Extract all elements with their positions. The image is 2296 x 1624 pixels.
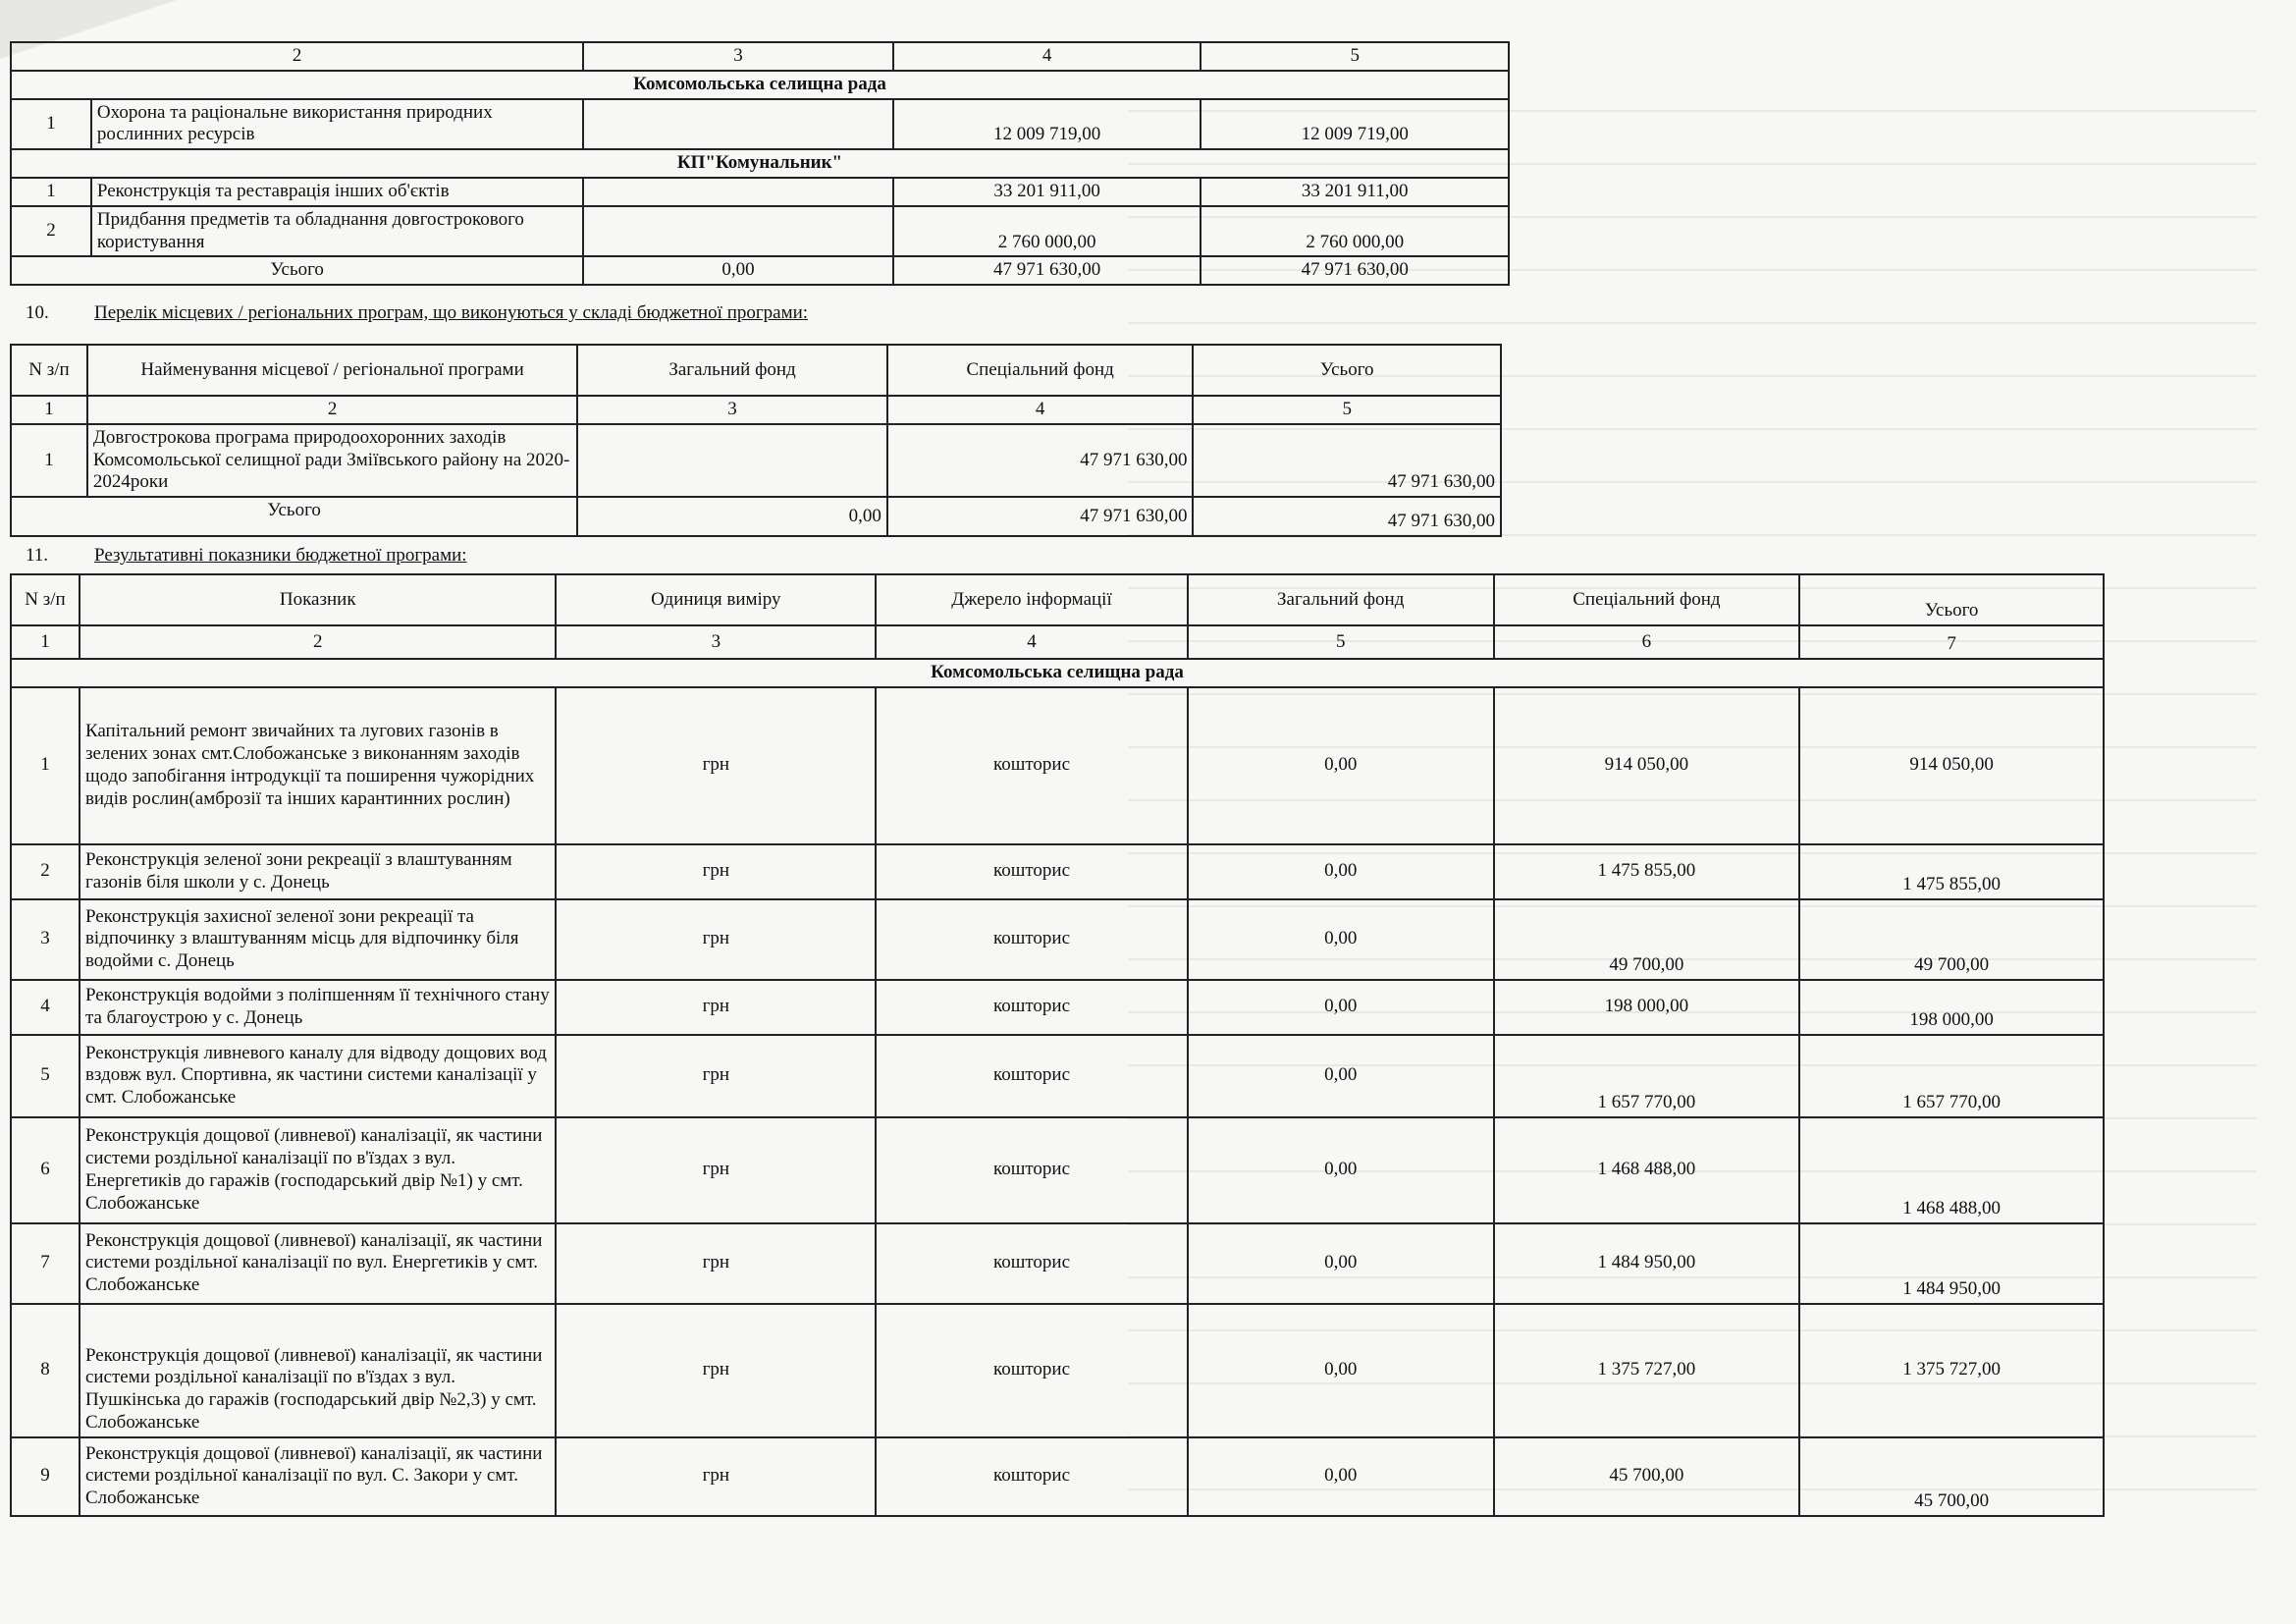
table-row: [11, 424, 1501, 497]
section-title: Перелік місцевих / регіональних програм, що виконуються у складі бюджетної програми:: [94, 302, 809, 323]
row-number: 1: [11, 687, 80, 844]
table-row: [11, 899, 2104, 980]
row-number: 1: [11, 99, 91, 150]
row-value: 47 971 630,00: [887, 424, 1194, 497]
row-value: [577, 424, 887, 497]
row-total: 1 475 855,00: [1799, 844, 2104, 899]
row-value: [583, 178, 893, 206]
row-value: 2 760 000,00: [893, 206, 1201, 257]
row-general: 0,00: [1188, 844, 1494, 899]
row-special: 914 050,00: [1494, 687, 1800, 844]
row-source: кошторис: [876, 687, 1188, 844]
row-total: 1 657 770,00: [1799, 1035, 2104, 1117]
row-source: кошторис: [876, 899, 1188, 980]
row-value: 2 760 000,00: [1201, 206, 1509, 257]
table-row: [11, 1437, 2104, 1516]
header-cell: Спеціальний фонд: [1494, 574, 1800, 625]
header-cell: 2: [11, 42, 583, 71]
header-cell: Спеціальний фонд: [887, 345, 1194, 396]
row-number: 8: [11, 1304, 80, 1437]
row-unit: грн: [556, 899, 876, 980]
row-total: 1 375 727,00: [1799, 1304, 2104, 1437]
row-number: 1: [11, 424, 87, 497]
row-general: 0,00: [1188, 980, 1494, 1035]
index-cell: 4: [887, 396, 1194, 424]
row-value: [583, 99, 893, 150]
header-cell: 5: [1201, 42, 1509, 71]
row-unit: грн: [556, 980, 876, 1035]
table-row: [11, 1035, 2104, 1117]
row-name: Охорона та раціональне використання природних рослинних ресурсів: [91, 99, 583, 150]
index-cell: 4: [876, 625, 1188, 659]
row-special: 1 475 855,00: [1494, 844, 1800, 899]
row-special: 49 700,00: [1494, 899, 1800, 980]
row-special: 1 657 770,00: [1494, 1035, 1800, 1117]
index-cell: 5: [1193, 396, 1501, 424]
row-source: кошторис: [876, 1117, 1188, 1223]
total-value: 47 971 630,00: [1201, 256, 1509, 285]
row-number: 6: [11, 1117, 80, 1223]
total-value: 0,00: [577, 497, 887, 536]
header-cell: N з/п: [11, 345, 87, 396]
row-unit: грн: [556, 1304, 876, 1437]
row-source: кошторис: [876, 844, 1188, 899]
row-total: 45 700,00: [1799, 1437, 2104, 1516]
total-value: 0,00: [583, 256, 893, 285]
total-value: 47 971 630,00: [1193, 497, 1501, 536]
group-row: [11, 71, 1509, 99]
row-special: 1 484 950,00: [1494, 1223, 1800, 1304]
header-cell: Усього: [1799, 574, 2104, 625]
row-general: 0,00: [1188, 1437, 1494, 1516]
index-cell: 6: [1494, 625, 1800, 659]
row-total: 1 484 950,00: [1799, 1223, 2104, 1304]
total-value: 47 971 630,00: [893, 256, 1201, 285]
row-total: 1 468 488,00: [1799, 1117, 2104, 1223]
total-row: [11, 497, 1501, 536]
row-total: 914 050,00: [1799, 687, 2104, 844]
row-special: 1 375 727,00: [1494, 1304, 1800, 1437]
group-title: КП"Комунальник": [11, 149, 1509, 178]
header-cell: N з/п: [11, 574, 80, 625]
header-cell: Джерело інформації: [876, 574, 1188, 625]
row-name: Реконструкція ливневого каналу для відводу дощових вод вздовж вул. Спортивна, як частини системи каналізації у смт. Слобожанське: [80, 1035, 557, 1117]
row-unit: грн: [556, 687, 876, 844]
section-number: 10.: [26, 302, 49, 323]
group-title: Комсомольська селищна рада: [11, 659, 2104, 687]
header-cell: Загальний фонд: [1188, 574, 1494, 625]
programs-table: [10, 344, 1502, 537]
sources-table: [10, 41, 1510, 286]
total-value: 47 971 630,00: [887, 497, 1194, 536]
row-value: 33 201 911,00: [1201, 178, 1509, 206]
row-name: Реконструкція водойми з поліпшенням її технічного стану та благоустрою у с. Донець: [80, 980, 557, 1035]
table-row: [11, 1223, 2104, 1304]
row-special: 45 700,00: [1494, 1437, 1800, 1516]
row-name: Придбання предметів та обладнання довгострокового користування: [91, 206, 583, 257]
row-number: 1: [11, 178, 91, 206]
row-number: 2: [11, 206, 91, 257]
row-special: 1 468 488,00: [1494, 1117, 1800, 1223]
row-total: 49 700,00: [1799, 899, 2104, 980]
group-row: [11, 149, 1509, 178]
row-general: 0,00: [1188, 687, 1494, 844]
index-cell: 1: [11, 396, 87, 424]
table-row: [11, 178, 1509, 206]
section-11-heading: [26, 545, 467, 567]
row-unit: грн: [556, 1035, 876, 1117]
table-row: [11, 1304, 2104, 1437]
row-name: Реконструкція зеленої зони рекреації з влаштуванням газонів біля школи у с. Донець: [80, 844, 557, 899]
row-special: 198 000,00: [1494, 980, 1800, 1035]
section-10-heading: [26, 302, 808, 324]
table-row: [11, 206, 1509, 257]
row-source: кошторис: [876, 980, 1188, 1035]
row-general: 0,00: [1188, 1304, 1494, 1437]
row-general: 0,00: [1188, 1223, 1494, 1304]
table-row: [11, 99, 1509, 150]
index-cell: 3: [556, 625, 876, 659]
total-label: Усього: [11, 256, 583, 285]
row-general: 0,00: [1188, 1035, 1494, 1117]
row-source: кошторис: [876, 1223, 1188, 1304]
row-general: 0,00: [1188, 1117, 1494, 1223]
header-cell: Найменування місцевої / регіональної програми: [87, 345, 577, 396]
row-name: Реконструкція дощової (ливневої) каналізації, як частини системи роздільної каналізації по вул. Енергетиків у смт. Слобожанське: [80, 1223, 557, 1304]
row-number: 5: [11, 1035, 80, 1117]
row-total: 198 000,00: [1799, 980, 2104, 1035]
row-name: Капітальний ремонт звичайних та лугових газонів в зелених зонах смт.Слобожанське з виконанням заходів щодо запобігання інтродукції та поширення чужорідних видів рослин(амброзії та інших карантинних рослин): [80, 687, 557, 844]
row-name: Реконструкція дощової (ливневої) каналізації, як частини системи роздільної каналізації по вул. С. Закори у смт. Слобожанське: [80, 1437, 557, 1516]
header-cell: Показник: [80, 574, 557, 625]
index-row: [11, 396, 1501, 424]
table-header-row: [11, 345, 1501, 396]
table-row: [11, 980, 2104, 1035]
row-number: 2: [11, 844, 80, 899]
total-label: Усього: [11, 497, 577, 536]
row-number: 4: [11, 980, 80, 1035]
row-source: кошторис: [876, 1035, 1188, 1117]
section-title: Результативні показники бюджетної програми:: [94, 545, 467, 566]
total-row: [11, 256, 1509, 285]
row-general: 0,00: [1188, 899, 1494, 980]
index-cell: 1: [11, 625, 80, 659]
row-number: 9: [11, 1437, 80, 1516]
header-cell: Загальний фонд: [577, 345, 887, 396]
row-name: Реконструкція дощової (ливневої) каналізації, як частини системи роздільної каналізації по в'їздах з вул. Пушкінська до гаражів (господарський двір №2,3) у смт. Слобожанське: [80, 1304, 557, 1437]
index-cell: 2: [80, 625, 557, 659]
group-row: [11, 659, 2104, 687]
header-cell: Усього: [1193, 345, 1501, 396]
row-unit: грн: [556, 1117, 876, 1223]
index-cell: 5: [1188, 625, 1494, 659]
row-unit: грн: [556, 1437, 876, 1516]
row-value: 47 971 630,00: [1193, 424, 1501, 497]
row-source: кошторис: [876, 1304, 1188, 1437]
header-cell: Одиниця виміру: [556, 574, 876, 625]
row-source: кошторис: [876, 1437, 1188, 1516]
table-row: [11, 687, 2104, 844]
row-value: 33 201 911,00: [893, 178, 1201, 206]
row-name: Реконструкція захисної зеленої зони рекреації та відпочинку з влаштуванням місць для відпочинку біля водойми с. Донець: [80, 899, 557, 980]
table-header-row: [11, 42, 1509, 71]
index-cell: 3: [577, 396, 887, 424]
row-name: Реконструкція та реставрація інших об'єктів: [91, 178, 583, 206]
row-number: 7: [11, 1223, 80, 1304]
table-row: [11, 844, 2104, 899]
header-cell: 4: [893, 42, 1201, 71]
table-row: [11, 1117, 2104, 1223]
header-cell: 3: [583, 42, 893, 71]
row-value: 12 009 719,00: [1201, 99, 1509, 150]
row-value: [583, 206, 893, 257]
row-value: 12 009 719,00: [893, 99, 1201, 150]
index-cell: 7: [1799, 625, 2104, 659]
index-row: [11, 625, 2104, 659]
group-title: Комсомольська селищна рада: [11, 71, 1509, 99]
table-header-row: [11, 574, 2104, 625]
section-number: 11.: [26, 545, 49, 566]
row-name: Реконструкція дощової (ливневої) каналізації, як частини системи роздільної каналізації по в'їздах з вул. Енергетиків до гаражів (господарський двір №1) у смт. Слобожанське: [80, 1117, 557, 1223]
index-cell: 2: [87, 396, 577, 424]
indicators-table: [10, 573, 2105, 1517]
row-name: Довгострокова програма природоохоронних заходів Комсомольської селищної ради Зміївського району на 2020-2024роки: [87, 424, 577, 497]
row-unit: грн: [556, 1223, 876, 1304]
row-unit: грн: [556, 844, 876, 899]
row-number: 3: [11, 899, 80, 980]
